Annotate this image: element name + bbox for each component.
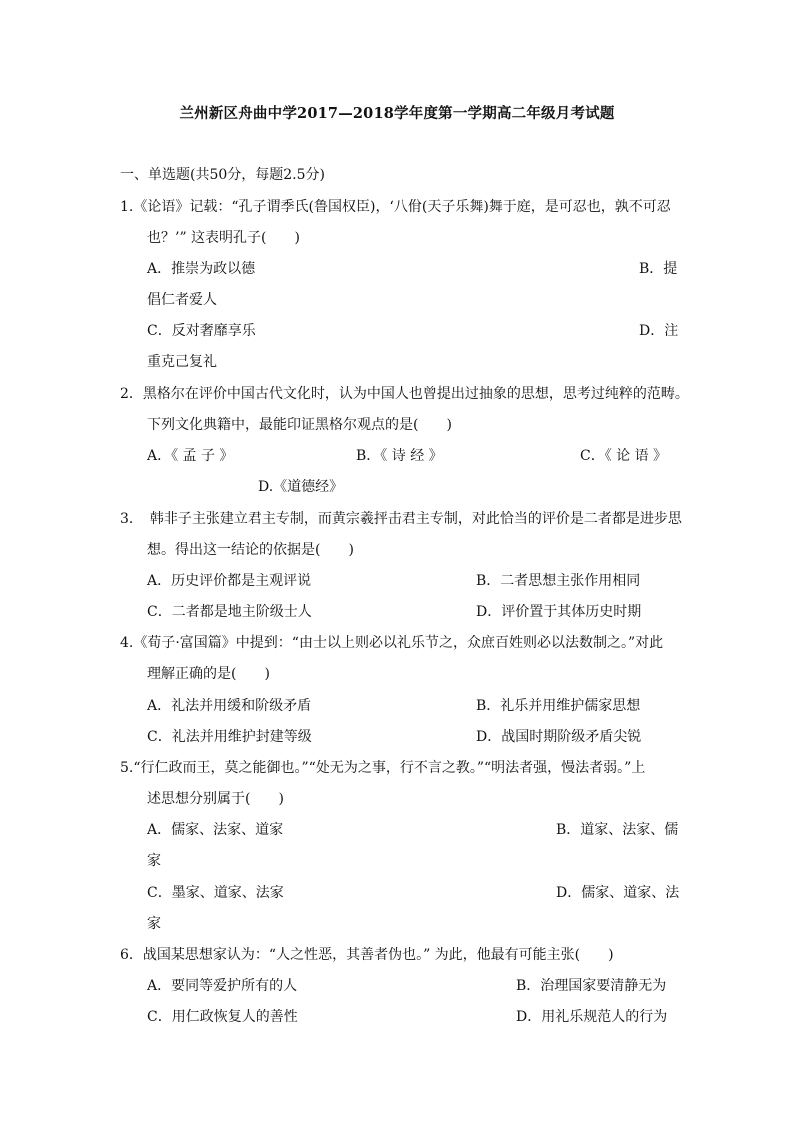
question-3-option-c: C．二者都是地主阶级士人 <box>147 604 312 620</box>
question-4-option-c: C．礼法并用维护封建等级 <box>147 729 312 745</box>
section-heading: 一、单选题(共50分，每题2.5分) <box>120 167 326 183</box>
question-3-option-d: D．评价置于其体历史时期 <box>476 604 642 620</box>
question-5-option-d: D．儒家、道家、法 <box>556 885 680 901</box>
question-1-stem: 1.《论语》记载：“孔子谓季氏(鲁国权臣)，‘八佾(天子乐舞)舞于庭，是可忍也，孰不可忍 <box>120 199 671 215</box>
question-3-stem-cont: 想。得出这一结论的依据是( ) <box>147 542 354 558</box>
question-4-option-d: D．战国时期阶级矛盾尖锐 <box>476 729 642 745</box>
question-4-option-a: A．礼法并用缓和阶级矛盾 <box>147 698 312 714</box>
question-4-stem: 4.《荀子·富国篇》中提到：“由士以上则必以礼乐节之，众庶百姓则必以法数制之。”对此 <box>120 635 664 651</box>
question-6-option-c: C．用仁政恢复人的善性 <box>147 1009 298 1025</box>
question-5-stem-cont: 述思想分别属于( ) <box>147 791 284 807</box>
question-1-stem-cont: 也？’” 这表明孔子( ) <box>147 230 300 246</box>
question-1-option-d: D．注 <box>639 323 679 339</box>
question-1-option-c: C．反对奢靡享乐 <box>147 323 256 339</box>
question-5-option-c: C．墨家、道家、法家 <box>147 885 284 901</box>
question-5-option-a: A．儒家、法家、道家 <box>147 822 284 838</box>
question-5-option-b: B．道家、法家、儒 <box>556 822 679 838</box>
question-2-stem: 2．黑格尔在评价中国古代文化时，认为中国人也曾提出过抽象的思想，思考过纯粹的范畴。 <box>120 386 689 402</box>
question-2-option-d: D.《道德经》 <box>258 479 344 495</box>
question-1-option-b-cont: 倡仁者爱人 <box>147 292 217 308</box>
question-2-option-a: A．《 孟 子 》 <box>147 448 234 464</box>
question-2-option-c: C．《 论 语 》 <box>580 448 668 464</box>
question-1-option-b: B．提 <box>639 261 678 277</box>
question-6-option-a: A．要同等爱护所有的人 <box>147 978 298 994</box>
question-5-stem: 5.“行仁政而王，莫之能御也。”“处无为之事，行不言之教。”“明法者强，慢法者弱。”上 <box>120 760 646 776</box>
question-4-stem-cont: 理解正确的是( ) <box>147 666 270 682</box>
question-6-stem: 6．战国某思想家认为：“人之性恶，其善者伪也。” 为此，他最有可能主张( ) <box>120 947 614 963</box>
question-3-stem: 3． 韩非子主张建立君主专制，而黄宗羲抨击君主专制，对此恰当的评价是二者都是进步思 <box>120 511 682 527</box>
question-3-option-a: A．历史评价都是主观评说 <box>147 573 312 589</box>
question-6-option-b: B．治理国家要清静无为 <box>516 978 667 994</box>
exam-title: 兰州新区舟曲中学2017—2018学年度第一学期高二年级月考试题 <box>179 105 615 122</box>
question-3-option-b: B．二者思想主张作用相同 <box>476 573 641 589</box>
question-6-option-d: D．用礼乐规范人的行为 <box>516 1009 668 1025</box>
question-5-option-d-cont: 家 <box>147 916 161 932</box>
question-5-option-b-cont: 家 <box>147 853 161 869</box>
question-1-option-a: A．推崇为政以德 <box>147 261 256 277</box>
question-1-option-d-cont: 重克己复礼 <box>147 354 217 370</box>
question-2-option-b: B．《 诗 经 》 <box>356 448 443 464</box>
question-4-option-b: B．礼乐并用维护儒家思想 <box>476 698 641 714</box>
question-2-stem-cont: 下列文化典籍中，最能印证黑格尔观点的是( ) <box>147 417 452 433</box>
